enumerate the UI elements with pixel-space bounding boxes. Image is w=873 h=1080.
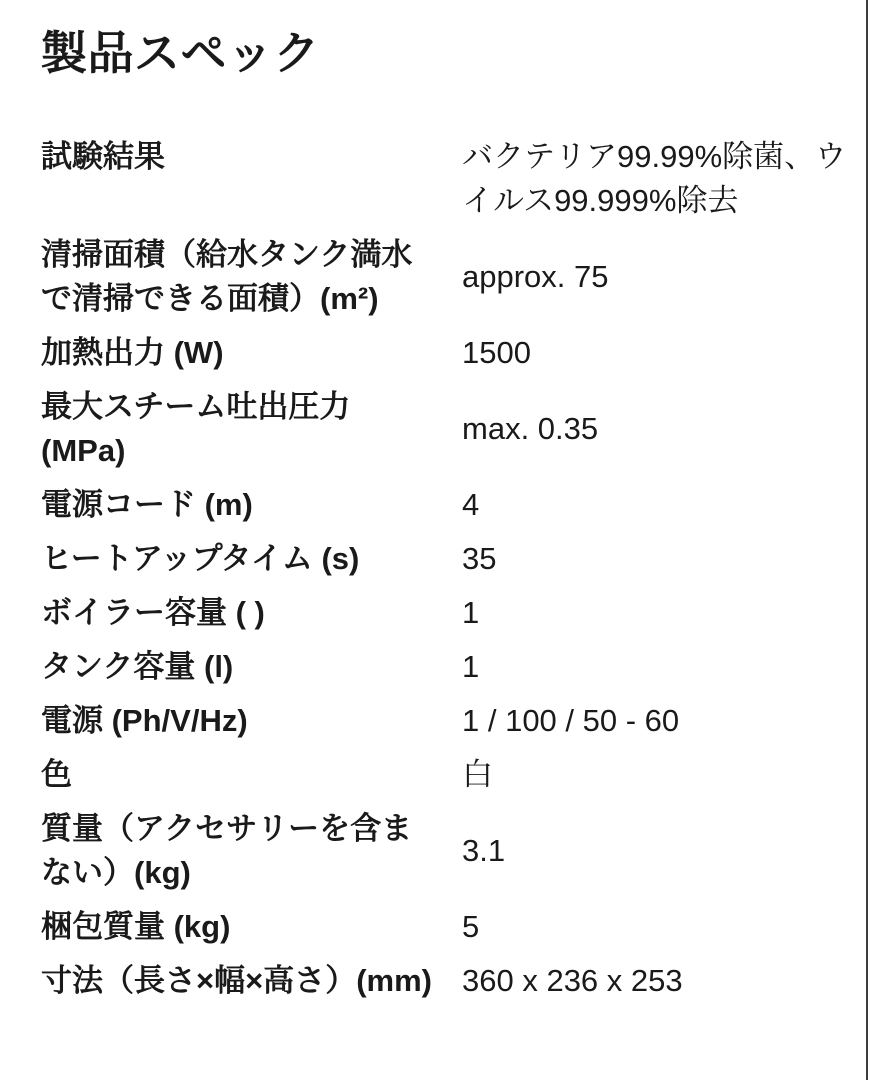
spec-value: 1 [462,649,480,684]
spec-label: 試験結果 [41,139,165,174]
spec-row [41,900,866,954]
spec-value: 4 [462,487,480,522]
spec-value: 1 / 100 / 50 - 60 [462,703,680,738]
spec-row [41,532,866,586]
spec-value: 35 [462,541,497,576]
spec-row [41,640,866,694]
page-title: 製品スペック [41,27,320,79]
right-border-line [866,0,868,1080]
spec-value: 360 x 236 x 253 [462,963,683,998]
spec-value: max. 0.35 [462,411,599,446]
spec-value: 1 [462,595,480,630]
spec-value: バクテリア99.99%除菌、ウイルス99.999%除去 [462,139,847,218]
spec-label: 最大スチーム吐出圧力 (MPa) [41,389,351,468]
spec-row [41,586,866,640]
spec-table [41,130,866,1008]
spec-row [41,694,866,748]
spec-label: ボイラー容量 ( ) [41,595,265,630]
spec-row [41,802,866,900]
spec-value: 1500 [462,335,531,370]
spec-label: 寸法（長さ×幅×高さ）(mm) [41,963,432,998]
spec-row [41,326,866,380]
spec-label: ヒートアップタイム (s) [41,541,360,576]
spec-label: 電源コード (m) [41,487,253,522]
spec-label: 色 [41,757,72,792]
spec-row [41,228,866,326]
spec-label: 質量（アクセサリーを含まない）(kg) [41,811,413,890]
spec-label: 清掃面積（給水タンク満水で清掃できる面積）(m²) [41,237,413,316]
spec-row [41,130,866,228]
spec-value: 5 [462,909,480,944]
spec-value: 白 [462,757,493,792]
spec-value: 3.1 [462,833,506,868]
spec-row [41,478,866,532]
spec-label: 梱包質量 (kg) [41,909,231,944]
spec-row [41,380,866,478]
spec-label: 電源 (Ph/V/Hz) [41,703,248,738]
spec-label: タンク容量 (l) [41,649,234,684]
spec-value: approx. 75 [462,259,609,294]
spec-label: 加熱出力 (W) [41,335,224,370]
spec-row [41,954,866,1008]
spec-row [41,748,866,802]
